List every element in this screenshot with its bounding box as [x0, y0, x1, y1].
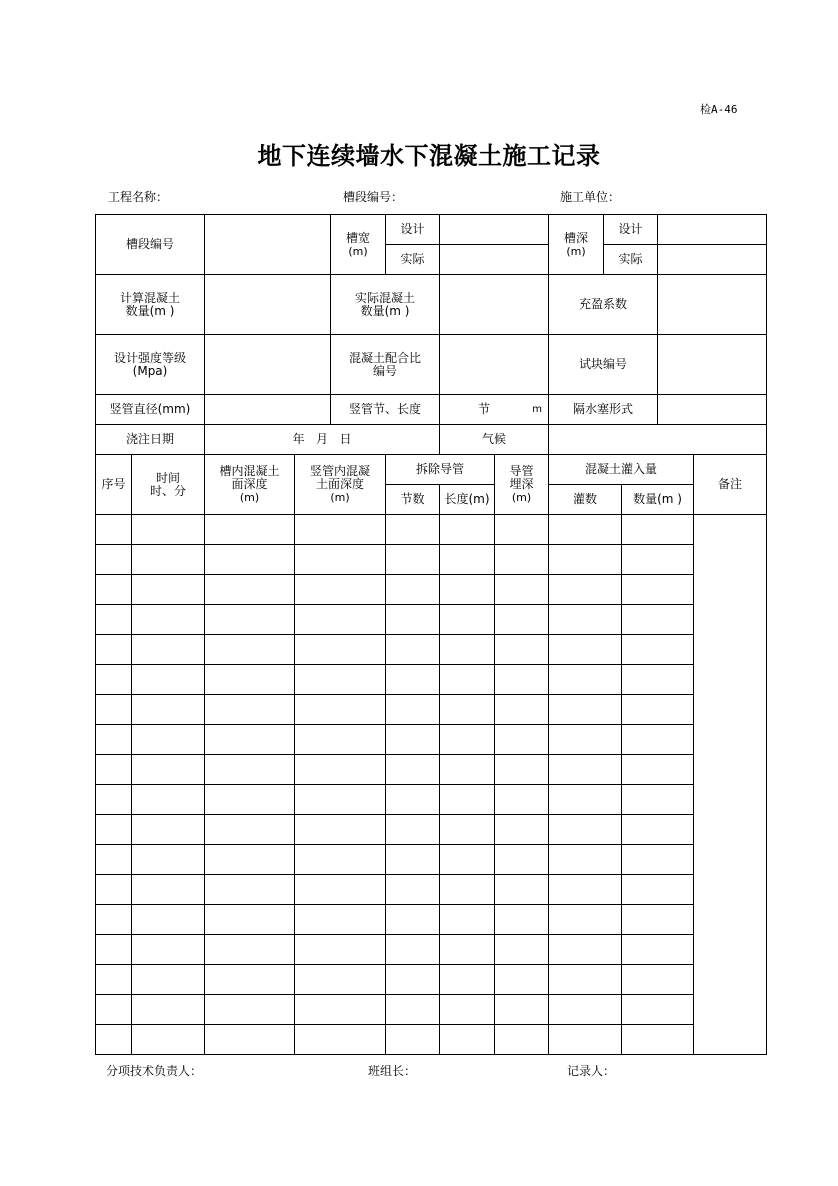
mix-ratio-text-2: 编号 [373, 363, 398, 378]
cell-pipe-depth[interactable] [295, 1025, 386, 1055]
cell-time[interactable] [132, 755, 205, 785]
cell-length[interactable] [440, 815, 495, 845]
cell-seq[interactable] [96, 755, 132, 785]
cell-sections[interactable] [386, 755, 440, 785]
cell-time[interactable] [132, 785, 205, 815]
cell-seq[interactable] [96, 935, 132, 965]
table-row [96, 935, 767, 965]
cell-pipe-depth[interactable] [295, 515, 386, 545]
table-row [96, 905, 767, 935]
cell-embed-depth[interactable] [495, 515, 549, 545]
mix-ratio-field[interactable] [440, 335, 549, 395]
cell-seq[interactable] [96, 815, 132, 845]
trench-no-label: 槽段编号 [96, 215, 205, 275]
cell-seq[interactable] [96, 875, 132, 905]
trench-depth-text: 槽深 [564, 230, 589, 245]
cell-trench-depth[interactable] [205, 755, 295, 785]
cell-seq[interactable] [96, 785, 132, 815]
recorder-label: 记录人： [567, 1064, 616, 1078]
width-design-label: 设计 [386, 215, 440, 245]
cell-pour-count[interactable] [549, 785, 622, 815]
cell-pipe-depth[interactable] [295, 875, 386, 905]
design-grade-unit: (Mpa) [132, 363, 168, 378]
table-row [96, 545, 767, 575]
cell-time[interactable] [132, 515, 205, 545]
cell-time[interactable] [132, 725, 205, 755]
cell-seq[interactable] [96, 965, 132, 995]
project-name-label: 工程名称： [108, 190, 169, 204]
cell-length[interactable] [440, 725, 495, 755]
cell-trench-depth[interactable] [205, 845, 295, 875]
cell-trench-depth[interactable] [205, 725, 295, 755]
cell-pipe-depth[interactable] [295, 965, 386, 995]
cell-quantity[interactable] [622, 905, 694, 935]
header-embed-depth [495, 455, 549, 515]
cell-sections[interactable] [386, 605, 440, 635]
table-row [96, 965, 767, 995]
table-row [96, 725, 767, 755]
cell-seq[interactable] [96, 1025, 132, 1055]
header-quantity: 数量(m ) [622, 485, 694, 515]
cell-pour-count[interactable] [549, 965, 622, 995]
mix-ratio-text: 混凝土配合比 [349, 350, 422, 365]
cell-seq[interactable] [96, 515, 132, 545]
specimen-no-field[interactable] [658, 335, 767, 395]
design-grade-field[interactable] [205, 335, 331, 395]
cell-pipe-depth[interactable] [295, 905, 386, 935]
cell-trench-depth[interactable] [205, 905, 295, 935]
cell-sections[interactable] [386, 575, 440, 605]
contractor-label: 施工单位： [560, 190, 621, 204]
page-title: 地下连续墙水下混凝土施工记录 [257, 142, 601, 170]
cell-quantity[interactable] [622, 935, 694, 965]
cell-length[interactable] [440, 545, 495, 575]
cell-pour-count[interactable] [549, 695, 622, 725]
pipe-sections-label: 竖管节、长度 [331, 395, 440, 425]
cell-embed-depth[interactable] [495, 545, 549, 575]
cell-length[interactable] [440, 1025, 495, 1055]
width-actual-label: 实际 [386, 245, 440, 275]
cell-seq[interactable] [96, 665, 132, 695]
cell-sections[interactable] [386, 635, 440, 665]
cell-length[interactable] [440, 755, 495, 785]
cell-sections[interactable] [386, 965, 440, 995]
cell-sections[interactable] [386, 875, 440, 905]
actual-concrete-unit: 数量(m ) [360, 303, 410, 318]
table-row [96, 605, 767, 635]
cell-pipe-depth[interactable] [295, 995, 386, 1025]
header-sections: 节数 [386, 485, 440, 515]
depth-actual-label: 实际 [604, 245, 658, 275]
e3: (m) [511, 491, 532, 504]
actual-concrete-label [331, 275, 440, 335]
cell-pipe-depth[interactable] [295, 695, 386, 725]
p2: 土面深度 [316, 477, 365, 491]
cell-sections[interactable] [386, 905, 440, 935]
table-row [96, 1025, 767, 1055]
e2: 埋深 [509, 477, 534, 491]
cell-trench-depth[interactable] [205, 605, 295, 635]
cell-pour-count[interactable] [549, 665, 622, 695]
plug-type-field[interactable] [658, 395, 767, 425]
cell-embed-depth[interactable] [495, 995, 549, 1025]
cell-time[interactable] [132, 815, 205, 845]
header-time-text: 时间 [156, 470, 181, 485]
cell-remarks[interactable] [694, 515, 767, 1055]
cell-embed-depth[interactable] [495, 635, 549, 665]
cell-seq[interactable] [96, 545, 132, 575]
pipe-sections-field[interactable] [440, 395, 549, 425]
cell-quantity[interactable] [622, 785, 694, 815]
cell-trench-depth[interactable] [205, 875, 295, 905]
header-remarks: 备注 [694, 455, 767, 515]
cell-embed-depth[interactable] [495, 935, 549, 965]
header-time-unit: 时、分 [150, 483, 187, 498]
cell-sections[interactable] [386, 725, 440, 755]
header-pipe-depth [295, 455, 386, 515]
cell-sections[interactable] [386, 1025, 440, 1055]
cell-pipe-depth[interactable] [295, 815, 386, 845]
cell-sections[interactable] [386, 545, 440, 575]
cell-trench-depth[interactable] [205, 635, 295, 665]
cell-quantity[interactable] [622, 665, 694, 695]
cell-seq[interactable] [96, 695, 132, 725]
specimen-no-label: 试块编号 [549, 335, 658, 395]
cell-embed-depth[interactable] [495, 845, 549, 875]
cell-sections[interactable] [386, 785, 440, 815]
cell-length[interactable] [440, 695, 495, 725]
cell-quantity[interactable] [622, 515, 694, 545]
cell-time[interactable] [132, 635, 205, 665]
header-time [132, 455, 205, 515]
cell-time[interactable] [132, 665, 205, 695]
fill-factor-field[interactable] [658, 275, 767, 335]
design-grade-text: 设计强度等级 [114, 350, 187, 365]
pipe-diameter-field[interactable] [205, 395, 331, 425]
cell-time[interactable] [132, 545, 205, 575]
header-pour-amount: 混凝土灌入量 [549, 455, 694, 485]
cell-trench-depth[interactable] [205, 695, 295, 725]
table-row [96, 575, 767, 605]
trench-width-unit: (m) [348, 244, 368, 258]
cell-pipe-depth[interactable] [295, 575, 386, 605]
table-row [96, 665, 767, 695]
width-design-field[interactable] [440, 215, 549, 245]
cell-pour-count[interactable] [549, 635, 622, 665]
cell-pour-count[interactable] [549, 935, 622, 965]
cell-time[interactable] [132, 905, 205, 935]
weather-label: 气候 [440, 425, 549, 455]
actual-concrete-field[interactable] [440, 275, 549, 335]
cell-trench-depth[interactable] [205, 995, 295, 1025]
plug-type-label: 隔水塞形式 [549, 395, 658, 425]
cell-embed-depth[interactable] [495, 785, 549, 815]
t3: (m) [239, 491, 260, 504]
header-pour-count: 灌数 [549, 485, 622, 515]
cell-pour-count[interactable] [549, 515, 622, 545]
cell-length[interactable] [440, 875, 495, 905]
record-table [95, 214, 767, 1055]
cell-length[interactable] [440, 935, 495, 965]
cell-trench-depth[interactable] [205, 665, 295, 695]
cell-quantity[interactable] [622, 965, 694, 995]
table-row [96, 845, 767, 875]
cell-time[interactable] [132, 695, 205, 725]
cell-pipe-depth[interactable] [295, 605, 386, 635]
team-leader-label: 班组长： [368, 1064, 417, 1078]
cell-seq[interactable] [96, 605, 132, 635]
cell-embed-depth[interactable] [495, 665, 549, 695]
cell-pour-count[interactable] [549, 575, 622, 605]
cell-seq[interactable] [96, 905, 132, 935]
cell-pipe-depth[interactable] [295, 755, 386, 785]
cell-pour-count[interactable] [549, 905, 622, 935]
cell-trench-depth[interactable] [205, 935, 295, 965]
cell-embed-depth[interactable] [495, 605, 549, 635]
cell-length[interactable] [440, 605, 495, 635]
t1: 槽内混凝土 [219, 464, 280, 478]
cell-quantity[interactable] [622, 605, 694, 635]
cell-embed-depth[interactable] [495, 575, 549, 605]
table-row [96, 815, 767, 845]
mix-ratio-label [331, 335, 440, 395]
cell-sections[interactable] [386, 815, 440, 845]
cell-embed-depth[interactable] [495, 695, 549, 725]
cell-length[interactable] [440, 515, 495, 545]
cell-seq[interactable] [96, 635, 132, 665]
cell-pipe-depth[interactable] [295, 635, 386, 665]
cell-length[interactable] [440, 965, 495, 995]
cell-seq[interactable] [96, 845, 132, 875]
cell-seq[interactable] [96, 995, 132, 1025]
trench-width-text: 槽宽 [346, 230, 371, 245]
cell-sections[interactable] [386, 995, 440, 1025]
trench-no-label: 槽段编号： [343, 190, 404, 204]
cell-sections[interactable] [386, 665, 440, 695]
cell-length[interactable] [440, 665, 495, 695]
table-row [96, 875, 767, 905]
cell-embed-depth[interactable] [495, 755, 549, 785]
cell-pipe-depth[interactable] [295, 725, 386, 755]
calc-concrete-label [96, 275, 205, 335]
cell-trench-depth[interactable] [205, 515, 295, 545]
cell-pipe-depth[interactable] [295, 845, 386, 875]
cell-quantity[interactable] [622, 695, 694, 725]
cell-pour-count[interactable] [549, 605, 622, 635]
cell-quantity[interactable] [622, 815, 694, 845]
e1: 导管 [509, 464, 534, 478]
cell-seq[interactable] [96, 575, 132, 605]
form-code: 检A-46 [700, 103, 738, 116]
cell-time[interactable] [132, 1025, 205, 1055]
pour-date-field[interactable]: 年 月 日 [205, 425, 440, 455]
table-row [96, 635, 767, 665]
cell-time[interactable] [132, 605, 205, 635]
trench-width-label [331, 215, 386, 275]
cell-embed-depth[interactable] [495, 875, 549, 905]
cell-trench-depth[interactable] [205, 785, 295, 815]
cell-length[interactable] [440, 785, 495, 815]
cell-pour-count[interactable] [549, 1025, 622, 1055]
cell-trench-depth[interactable] [205, 815, 295, 845]
depth-design-label: 设计 [604, 215, 658, 245]
cell-length[interactable] [440, 845, 495, 875]
calc-concrete-field[interactable] [205, 275, 331, 335]
cell-quantity[interactable] [622, 545, 694, 575]
cell-quantity[interactable] [622, 575, 694, 605]
cell-quantity[interactable] [622, 755, 694, 785]
cell-time[interactable] [132, 965, 205, 995]
cell-pipe-depth[interactable] [295, 935, 386, 965]
cell-embed-depth[interactable] [495, 965, 549, 995]
cell-embed-depth[interactable] [495, 1025, 549, 1055]
cell-length[interactable] [440, 905, 495, 935]
cell-quantity[interactable] [622, 1025, 694, 1055]
p1: 竖管内混凝 [310, 464, 371, 478]
table-row [96, 695, 767, 725]
weather-field[interactable] [549, 425, 767, 455]
table-row [96, 515, 767, 545]
trench-no-field[interactable] [205, 215, 331, 275]
cell-trench-depth[interactable] [205, 965, 295, 995]
cell-embed-depth[interactable] [495, 905, 549, 935]
cell-pour-count[interactable] [549, 725, 622, 755]
calc-concrete-unit: 数量(m ) [125, 303, 175, 318]
cell-pour-count[interactable] [549, 815, 622, 845]
table-row [96, 995, 767, 1025]
cell-seq[interactable] [96, 725, 132, 755]
cell-time[interactable] [132, 995, 205, 1025]
header-seq: 序号 [96, 455, 132, 515]
cell-quantity[interactable] [622, 995, 694, 1025]
cell-embed-depth[interactable] [495, 815, 549, 845]
cell-pour-count[interactable] [549, 545, 622, 575]
design-grade-label [96, 335, 205, 395]
cell-time[interactable] [132, 935, 205, 965]
header-trench-depth [205, 455, 295, 515]
cell-pipe-depth[interactable] [295, 545, 386, 575]
trench-depth-unit: (m) [566, 244, 586, 258]
cell-trench-depth[interactable] [205, 575, 295, 605]
cell-pour-count[interactable] [549, 875, 622, 905]
table-row [96, 785, 767, 815]
table-row [96, 755, 767, 785]
cell-time[interactable] [132, 875, 205, 905]
length-unit: m [532, 404, 543, 415]
calc-concrete-text: 计算混凝土 [120, 290, 181, 305]
cell-quantity[interactable] [622, 875, 694, 905]
cell-length[interactable] [440, 635, 495, 665]
header-length: 长度(m) [440, 485, 495, 515]
cell-pipe-depth[interactable] [295, 665, 386, 695]
actual-concrete-text: 实际混凝土 [355, 290, 416, 305]
fill-factor-label: 充盈系数 [549, 275, 658, 335]
pour-date-label: 浇注日期 [96, 425, 205, 455]
cell-length[interactable] [440, 995, 495, 1025]
cell-sections[interactable] [386, 515, 440, 545]
p3: (m) [330, 491, 350, 504]
cell-embed-depth[interactable] [495, 725, 549, 755]
cell-trench-depth[interactable] [205, 545, 295, 575]
cell-pour-count[interactable] [549, 755, 622, 785]
pipe-diameter-label: 竖管直径(mm) [96, 395, 205, 425]
t2: 面深度 [231, 477, 268, 491]
cell-pour-count[interactable] [549, 995, 622, 1025]
cell-trench-depth[interactable] [205, 1025, 295, 1055]
cell-quantity[interactable] [622, 845, 694, 875]
cell-pipe-depth[interactable] [295, 785, 386, 815]
cell-quantity[interactable] [622, 635, 694, 665]
depth-actual-field[interactable] [658, 245, 767, 275]
width-actual-field[interactable] [440, 245, 549, 275]
cell-sections[interactable] [386, 695, 440, 725]
cell-sections[interactable] [386, 935, 440, 965]
cell-time[interactable] [132, 845, 205, 875]
cell-sections[interactable] [386, 845, 440, 875]
cell-quantity[interactable] [622, 725, 694, 755]
tech-lead-label: 分项技术负责人： [106, 1064, 203, 1078]
header-remove-pipe: 拆除导管 [386, 455, 495, 485]
trench-depth-label [549, 215, 604, 275]
cell-time[interactable] [132, 575, 205, 605]
cell-pour-count[interactable] [549, 845, 622, 875]
sections-unit: 节 [478, 402, 491, 416]
depth-design-field[interactable] [658, 215, 767, 245]
cell-length[interactable] [440, 575, 495, 605]
